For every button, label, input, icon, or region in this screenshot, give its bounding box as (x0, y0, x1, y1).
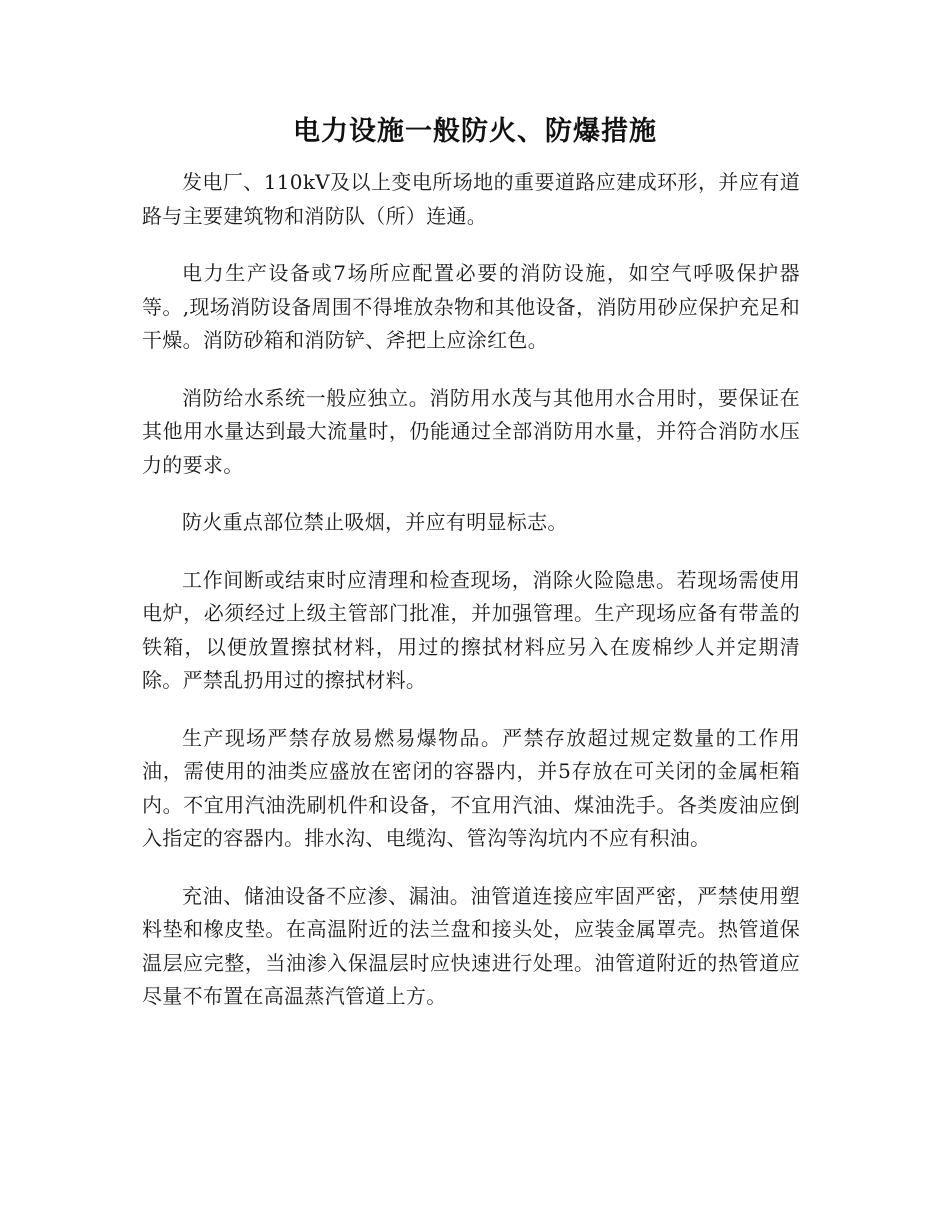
document-title: 电力设施一般防火、防爆措施 (293, 116, 657, 147)
document-body (142, 166, 800, 1038)
paragraph-oil-equipment: 充油、储油设备不应渗、漏油。油管道连接应牢固严密，严禁使用塑料垫和橡皮垫。在高温附近的法兰盘和接头处，应装金属罩壳。热管道保温层应完整，当油渗入保温层时应快速进行处理。油管道附近的热管道应尽量不布置在高温蒸汽管道上方。 (142, 883, 800, 1008)
paragraph-site-cleanup: 工作间断或结束时应清理和检查现场，消除火险隐患。若现场需使用电炉，必须经过上级主管部门批准，并加强管理。生产现场应备有带盖的铁箱，以便放置擦拭材料，用过的擦拭材料应另入在废棉纱人并定期清除。严禁乱扔用过的擦拭材料。 (142, 567, 800, 692)
paragraph-fire-equipment: 电力生产设备或7场所应配置必要的消防设施，如空气呼吸保护器等。,现场消防设备周围不得堆放杂物和其他设备，消防用砂应保护充足和干燥。消防砂箱和消防铲、斧把上应涂红色。 (142, 261, 800, 352)
paragraph-water-supply: 消防给水系统一般应独立。消防用水茂与其他用水合用时，要保证在其他用水量达到最大流量时，仍能通过全部消防用水量，并符合消防水压力的要求。 (142, 385, 800, 477)
paragraph-no-smoking: 防火重点部位禁止吸烟，并应有明显标志。 (182, 510, 568, 534)
paragraph-road-access: 发电厂、110kV及以上变电所场地的重要道路应建成环形，并应有道路与主要建筑物和消防队（所）连通。 (142, 170, 800, 228)
paragraph-flammables-storage: 生产现场严禁存放易燃易爆物品。严禁存放超过规定数量的工作用油，需使用的油类应盛放在密闭的容器内，并5存放在可关闭的金属柜箱内。不宜用汽油洗刷机件和设备，不宜用汽油、煤油洗手。各类废油应倒入指定的容器内。排水沟、电缆沟、管沟等沟坑内不应有积油。 (142, 725, 800, 850)
